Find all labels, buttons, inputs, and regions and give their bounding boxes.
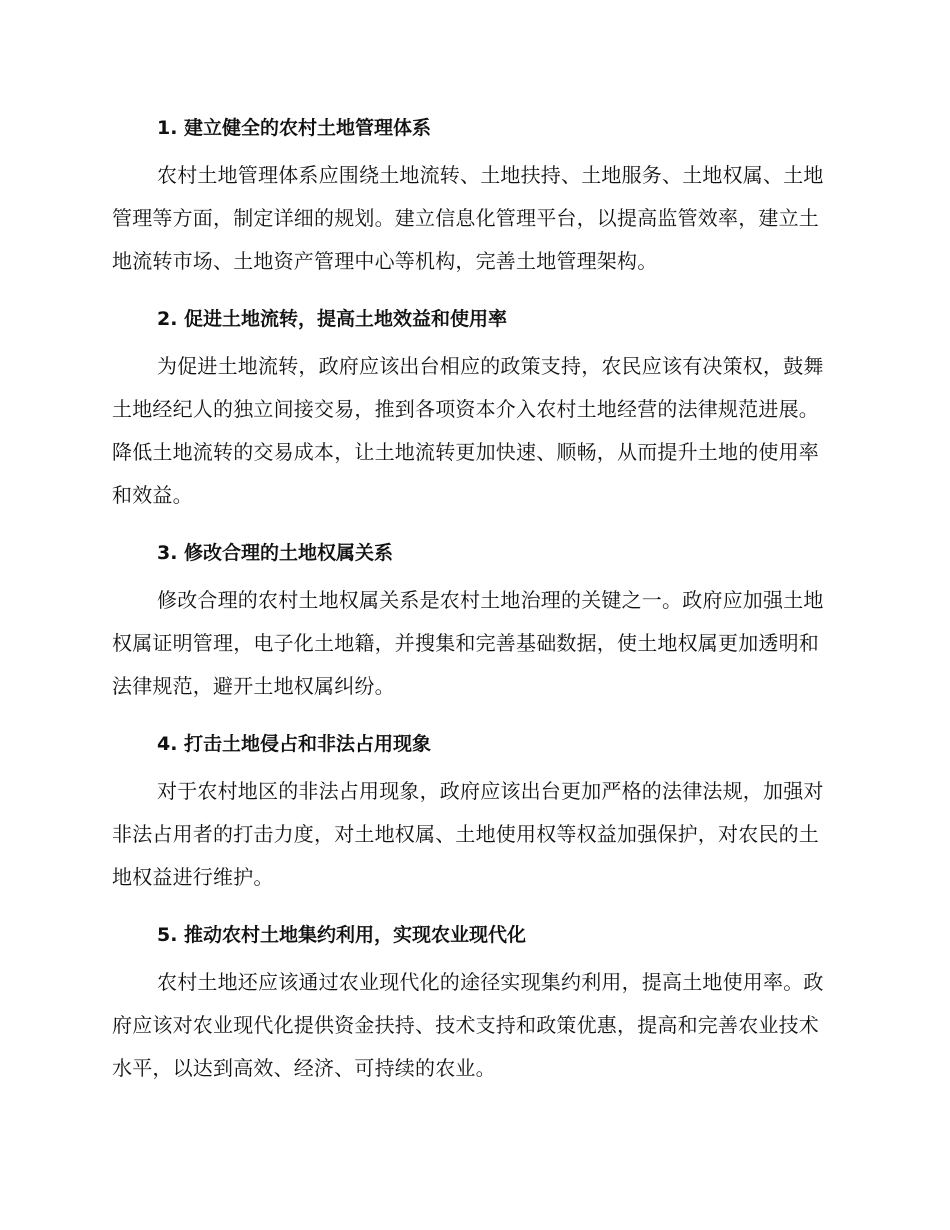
document-page [112,108,832,1106]
section-3 [112,533,832,708]
section-paragraph: 农村土地还应该通过农业现代化的途径实现集约利用，提高土地使用率。政府应该对农业现代化提供资金扶持、技术支持和政策优惠，提高和完善农业技术水平，以达到高效、经济、可持续的农业。 [112,970,824,1080]
section-heading: 5. 推动农村土地集约利用，实现农业现代化 [157,924,527,946]
section-4 [112,724,832,899]
section-heading: 3. 修改合理的土地权属关系 [157,542,394,564]
section-heading: 2. 促进土地流转，提高土地效益和使用率 [157,308,508,330]
section-heading: 4. 打击土地侵占和非法占用现象 [157,733,432,755]
section-paragraph: 为促进土地流转，政府应该出台相应的政策支持，农民应该有决策权，鼓舞土地经纪人的独立间接交易，推到各项资本介入农村土地经营的法律规范进展。降低土地流转的交易成本，让土地流转更加快速、顺畅，从而提升土地的使用率和效益。 [112,354,824,507]
section-2 [112,299,832,517]
section-paragraph: 对于农村地区的非法占用现象，政府应该出台更加严格的法律法规，加强对非法占用者的打击力度，对土地权属、土地使用权等权益加强保护，对农民的土地权益进行维护。 [112,779,824,889]
section-paragraph: 农村土地管理体系应围绕土地流转、土地扶持、土地服务、土地权属、土地管理等方面，制定详细的规划。建立信息化管理平台，以提高监管效率，建立土地流转市场、土地资产管理中心等机构，完善土地管理架构。 [112,163,824,273]
section-heading: 1. 建立健全的农村土地管理体系 [157,117,432,139]
section-5 [112,915,832,1090]
section-1 [112,108,832,283]
section-paragraph: 修改合理的农村土地权属关系是农村土地治理的关键之一。政府应加强土地权属证明管理，电子化土地籍，并搜集和完善基础数据，使土地权属更加透明和法律规范，避开土地权属纠纷。 [112,588,824,698]
